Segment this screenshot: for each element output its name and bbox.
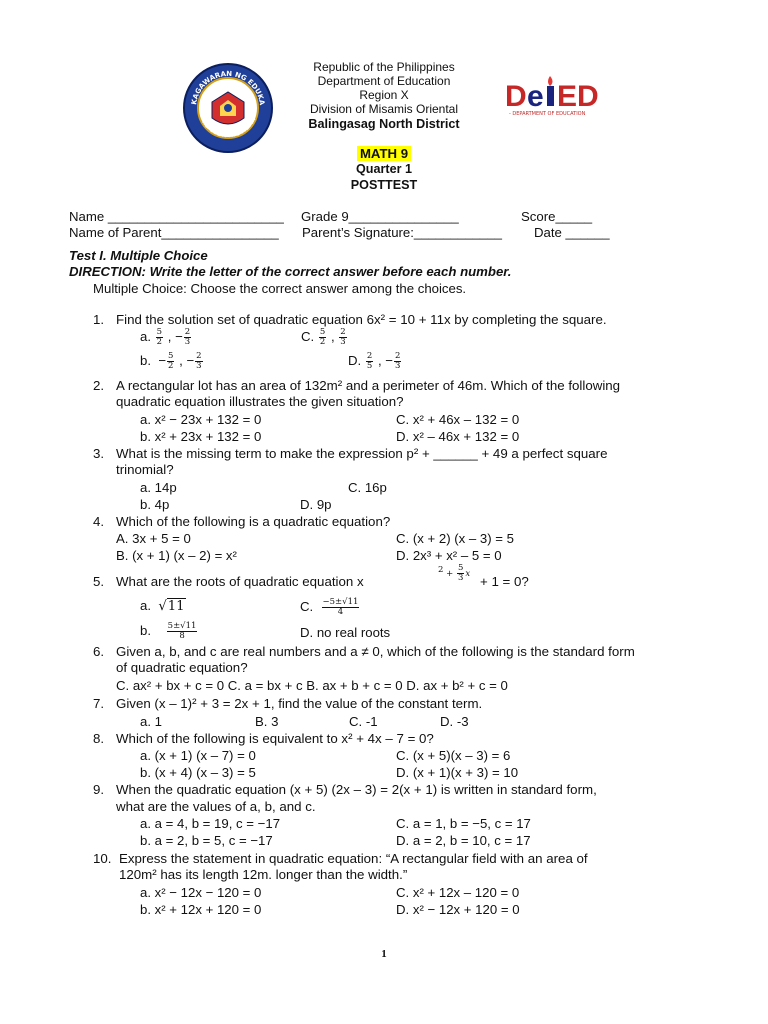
q4-number: 4.: [93, 514, 105, 529]
q6-number: 6.: [93, 644, 105, 659]
q9-choice-d[interactable]: D. a = 2, b = 10, c = 17: [396, 833, 531, 848]
q1-choice-d[interactable]: D. $\frac{2}{5}$ , − $\frac{2}{3}$: [348, 351, 401, 371]
instruction-text: Multiple Choice: Choose the correct answer among the choices.: [93, 281, 467, 296]
subject-title-wrap: [284, 146, 484, 161]
direction-text: DIRECTION: Write the letter of the correct answer before each number.: [69, 264, 512, 279]
q7-choice-c[interactable]: C. -1: [349, 714, 378, 729]
deped-logo: [503, 74, 618, 118]
header-republic: Republic of the Philippines: [313, 60, 455, 74]
parent-name-field[interactable]: Name of Parent________________: [69, 225, 279, 240]
q2-text-line1: A rectangular lot has an area of 132m² and a perimeter of 46m. Which of the following: [116, 378, 621, 393]
svg-text:D: D: [505, 80, 527, 113]
name-field[interactable]: Name ________________________: [69, 209, 284, 224]
q9-text-line1: When the quadratic equation (x + 5) (2x – 3) = 2(x + 1) is written in standard form,: [116, 782, 597, 797]
q7-number: 7.: [93, 696, 105, 711]
q8-choice-d[interactable]: D. (x + 1)(x + 3) = 10: [396, 765, 519, 780]
test-label: Test I. Multiple Choice: [69, 248, 208, 263]
grade-field[interactable]: Grade 9_______________: [301, 209, 459, 224]
q3-choice-d[interactable]: D. 9p: [300, 497, 332, 512]
q1-number: 1.: [93, 312, 105, 327]
q4-choice-c[interactable]: C. (x + 2) (x – 3) = 5: [396, 531, 514, 546]
q5-choice-c[interactable]: C. $\frac{-5\pm√11}{4}$: [300, 597, 359, 617]
q10-choice-d[interactable]: D. x² − 12x + 120 = 0: [396, 902, 520, 917]
q3-text-line2: trinomial?: [116, 462, 174, 477]
q5-text: What are the roots of quadratic equation x: [116, 574, 364, 589]
q10-number: 10.: [93, 851, 112, 866]
q8-choice-a[interactable]: a. (x + 1) (x – 7) = 0: [140, 748, 256, 763]
q9-choice-c[interactable]: C. a = 1, b = −5, c = 17: [396, 816, 531, 831]
header-department: Department of Education: [317, 74, 451, 88]
q3-choice-c[interactable]: C. 16p: [348, 480, 387, 495]
q10-choice-c[interactable]: C. x² + 12x – 120 = 0: [396, 885, 520, 900]
svg-text:ED: ED: [557, 80, 599, 113]
q1-text: Find the solution set of quadratic equation 6x² = 10 + 11x by completing the square.: [116, 312, 607, 327]
q2-text-line2: quadratic equation illustrates the given situation?: [116, 394, 404, 409]
q2-choice-a[interactable]: a. x² − 23x + 132 = 0: [140, 412, 262, 427]
header-region: Region X: [359, 88, 409, 102]
svg-text:REPUBLIKA NG PILIPINAS: REPUBLIKA NG PILIPIN: [200, 116, 258, 140]
q9-choice-a[interactable]: a. a = 4, b = 19, c = −17: [140, 816, 281, 831]
q6-text-line2: of quadratic equation?: [116, 660, 248, 675]
q5-equation-terms: 2 + $\frac{5}{3}$ x: [438, 563, 471, 583]
svg-text:e: e: [527, 80, 544, 113]
q4-choice-d[interactable]: D. 2x³ + x² – 5 = 0: [396, 548, 502, 563]
q2-choice-c[interactable]: C. x² + 46x – 132 = 0: [396, 412, 520, 427]
parent-signature-field[interactable]: Parent’s Signature:____________: [302, 225, 502, 240]
q9-choice-b[interactable]: b. a = 2, b = 5, c = −17: [140, 833, 273, 848]
q4-text: Which of the following is a quadratic equation?: [116, 514, 391, 529]
q2-choice-b[interactable]: b. x² + 23x + 132 = 0: [140, 429, 262, 444]
test-title: POSTTEST: [350, 178, 418, 192]
q10-choice-b[interactable]: b. x² + 12x + 120 = 0: [140, 902, 262, 917]
q5-choice-a[interactable]: a. √11: [140, 598, 185, 614]
q1-choice-b[interactable]: b. − $\frac{5}{2}$ , − $\frac{2}{3}$: [140, 351, 202, 371]
q5-number: 5.: [93, 574, 105, 589]
page-number: 1: [381, 948, 387, 960]
q2-number: 2.: [93, 378, 105, 393]
svg-text:KAGAWARAN NG EDUKASYON: KAGAWARAN NG EDUKA: [190, 69, 266, 106]
q5-choice-d[interactable]: D. no real roots: [300, 625, 391, 640]
q5-choice-b[interactable]: b. $\frac{5\pm√11}{8}$: [140, 621, 197, 641]
q7-choice-d[interactable]: D. -3: [440, 714, 469, 729]
q3-number: 3.: [93, 446, 105, 461]
q8-choice-c[interactable]: C. (x + 5)(x – 3) = 6: [396, 748, 511, 763]
q1-choice-c[interactable]: C. $\frac{5}{2}$ , $\frac{2}{3}$: [301, 327, 346, 347]
q2-choice-d[interactable]: D. x² – 46x + 132 = 0: [396, 429, 520, 444]
q10-text-line1: Express the statement in quadratic equation: “A rectangular field with an area of: [119, 851, 588, 866]
q10-choice-a[interactable]: a. x² − 12x − 120 = 0: [140, 885, 262, 900]
q7-choice-b[interactable]: B. 3: [255, 714, 279, 729]
q10-text-line2: 120m² has its length 12m. longer than the width.”: [119, 867, 408, 882]
q1-choice-a[interactable]: a. $\frac{5}{2}$ , − $\frac{2}{3}$: [140, 327, 191, 347]
q7-choice-a[interactable]: a. 1: [140, 714, 162, 729]
q3-text-line1: What is the missing term to make the expression p² + ______ + 49 a perfect square: [116, 446, 608, 461]
header-division: Division of Misamis Oriental: [309, 102, 459, 116]
quarter-label: Quarter 1: [356, 162, 412, 176]
q4-choice-b[interactable]: B. (x + 1) (x – 2) = x²: [116, 548, 237, 563]
score-field[interactable]: Score_____: [521, 209, 593, 224]
date-field[interactable]: Date ______: [534, 225, 610, 240]
q6-text-line1: Given a, b, and c are real numbers and a ≠ 0, which of the following is the standard form: [116, 644, 635, 659]
q8-number: 8.: [93, 731, 105, 746]
q4-choice-a[interactable]: A. 3x + 5 = 0: [116, 531, 191, 546]
q9-number: 9.: [93, 782, 105, 797]
q3-choice-b[interactable]: b. 4p: [140, 497, 170, 512]
svg-text:- DEPARTMENT OF EDUCATION: - DEPARTMENT OF EDUCATION: [509, 111, 586, 117]
q8-choice-b[interactable]: b. (x + 4) (x – 3) = 5: [140, 765, 256, 780]
q5-text-tail: + 1 = 0?: [480, 574, 529, 589]
q8-text: Which of the following is equivalent to x² + 4x – 7 = 0?: [116, 731, 434, 746]
subject-title: MATH 9: [357, 146, 411, 161]
q3-choice-a[interactable]: a. 14p: [140, 480, 177, 495]
q9-text-line2: what are the values of a, b, and c.: [116, 799, 316, 814]
q6-choices[interactable]: C. ax² + bx + c = 0 C. a = bx + c B. ax + b + c = 0 D. ax + b² + c = 0: [116, 678, 508, 693]
q7-text: Given (x – 1)² + 3 = 2x + 1, find the value of the constant term.: [116, 696, 483, 711]
header-district: Balingasag North District: [308, 117, 460, 131]
